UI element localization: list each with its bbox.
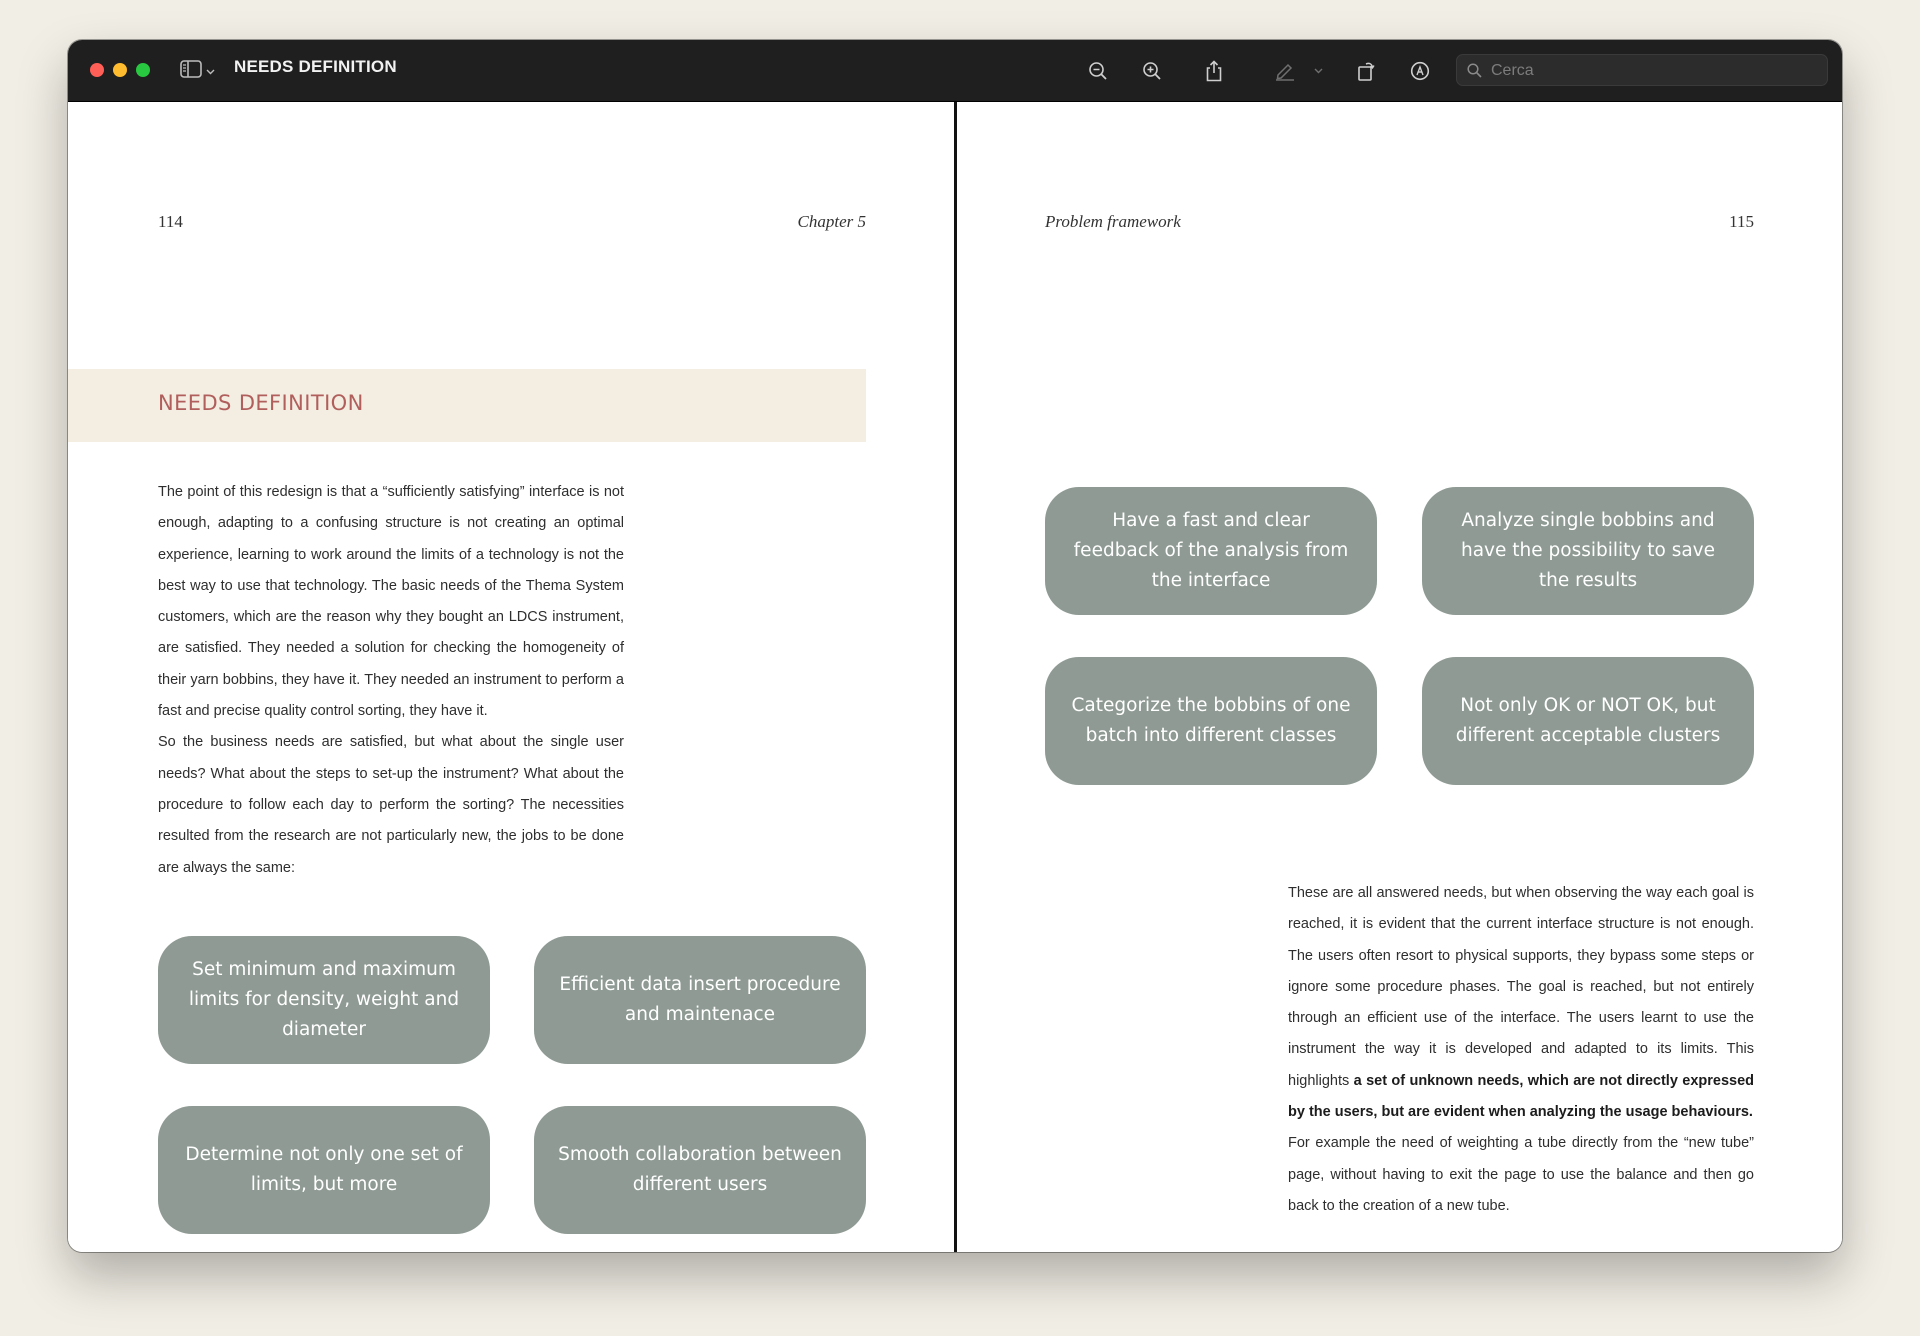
zoom-in-button[interactable] xyxy=(1137,56,1167,86)
paragraph-text: These are all answered needs, but when observing the way each goal is reached, it is evident that the current interface structure is not enough. The users often resort to physical supports, they bypass some steps or ignore some procedure phases. The goal is reached, but not entirely through an efficient use of the interface. The users learnt to use the instrument the way it is developed and adapted to its limits. This highlights xyxy=(1288,885,1754,1089)
section-heading-band xyxy=(68,369,866,442)
need-card: Analyze single bobbins and have the possibility to save the results xyxy=(1422,487,1754,615)
need-card: Efficient data insert procedure and maintenace xyxy=(534,936,866,1064)
search-field[interactable] xyxy=(1456,54,1828,86)
close-window-button[interactable] xyxy=(90,63,104,77)
need-card: Determine not only one set of limits, but more xyxy=(158,1106,490,1234)
zoom-out-button[interactable] xyxy=(1083,56,1113,86)
paragraph: The point of this redesign is that a “sufficiently satisfying” interface is not enough, adapting to a confusing structure is not creating an optimal experience, learning to work around the limits of a technology is not the best way to use that technology. The basic needs of the Thema System customers, which are the reason why they bought an LDCS instrument, are satisfied. They needed a solution for checking the homogeneity of their yarn bobbins, they have it. They needed an instrument to perform a fast and precise quality control sorting, they have it. xyxy=(158,484,624,720)
rotate-button[interactable] xyxy=(1351,56,1381,86)
window-title: NEEDS DEFINITION xyxy=(234,57,397,76)
rotate-icon xyxy=(1356,60,1376,82)
need-card: Have a fast and clear feedback of the analysis from the interface xyxy=(1045,487,1377,615)
page-number: 114 xyxy=(158,212,183,231)
paragraph xyxy=(1288,878,1754,1128)
need-card: Smooth collaboration between different users xyxy=(534,1106,866,1234)
need-card: Set minimum and maximum limits for density, weight and diameter xyxy=(158,936,490,1064)
need-card: Not only OK or NOT OK, but different acceptable clusters xyxy=(1422,657,1754,785)
highlight-pen-icon xyxy=(1274,61,1296,81)
highlighted-text: a set of unknown needs, which are not directly expressed by the users, but are evident when analyzing the usage behaviours. xyxy=(1288,1072,1754,1121)
zoom-in-icon xyxy=(1142,61,1162,81)
search-input[interactable] xyxy=(1489,59,1813,83)
chevron-down-icon xyxy=(206,62,215,80)
chevron-down-icon xyxy=(1314,68,1323,74)
markup-button[interactable] xyxy=(1405,56,1435,86)
zoom-window-button[interactable] xyxy=(136,63,150,77)
markup-icon xyxy=(1410,61,1430,81)
left-page xyxy=(68,102,954,1252)
highlight-button[interactable] xyxy=(1270,56,1300,86)
search-icon xyxy=(1467,63,1482,83)
need-card: Categorize the bobbins of one batch into different classes xyxy=(1045,657,1377,785)
title-bar xyxy=(68,40,1842,102)
highlight-options-button[interactable] xyxy=(1310,56,1326,86)
paragraph: So the business needs are satisfied, but what about the single user needs? What about the steps to set-up the instrument? What about the procedure to follow each day to perform the sorting? The necessities resulted from the research are not particularly new, the jobs to be done are always the same: xyxy=(158,734,624,876)
section-title: NEEDS DEFINITION xyxy=(158,391,364,415)
page-number: 115 xyxy=(1729,212,1754,231)
running-header: Chapter 5 xyxy=(797,212,866,231)
share-icon xyxy=(1204,60,1224,82)
share-button[interactable] xyxy=(1199,56,1229,86)
zoom-out-icon xyxy=(1088,61,1108,81)
body-text xyxy=(1288,878,1754,1222)
body-text xyxy=(158,477,624,884)
sidebar-toggle-button[interactable] xyxy=(180,60,220,82)
running-header: Problem framework xyxy=(1045,212,1181,231)
paragraph: For example the need of weighting a tube directly from the “new tube” page, without having to exit the page to use the balance and then go back to the creation of a new tube. xyxy=(1288,1135,1754,1214)
minimize-window-button[interactable] xyxy=(113,63,127,77)
sidebar-icon xyxy=(180,60,202,83)
right-page xyxy=(957,102,1842,1252)
preview-window xyxy=(68,40,1842,1252)
